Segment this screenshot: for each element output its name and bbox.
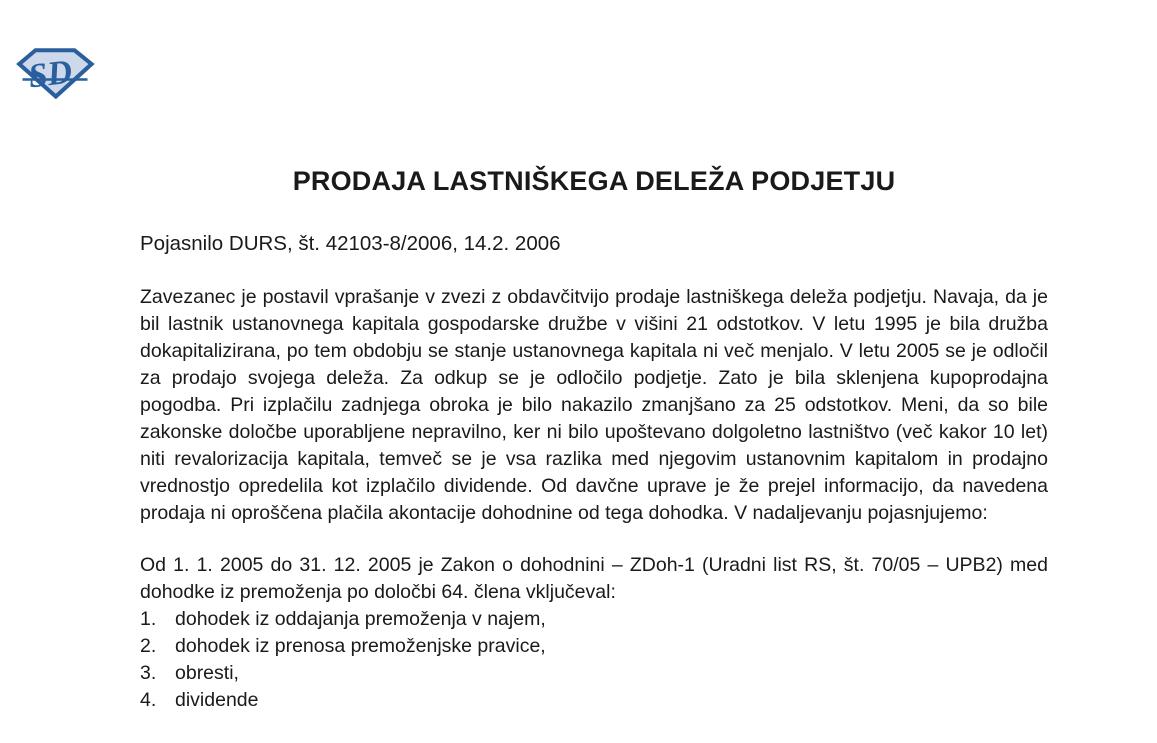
document-title: PRODAJA LASTNIŠKEGA DELEŽA PODJETJU <box>292 166 896 196</box>
list-item <box>140 687 1048 714</box>
sd-diamond-logo-icon <box>14 47 96 99</box>
reference-line: Pojasnilo DURS, št. 42103-8/2006, 14.2. 2006 <box>140 232 561 255</box>
list-item-number: 4. <box>140 689 157 711</box>
list-item <box>140 660 1048 687</box>
body-paragraph-1: Zavezanec je postavil vprašanje v zvezi z obdavčitvijo prodaje lastniškega deleža podjetju. Navaja, da je bil lastnik ustanovnega kapitala gospodarske družbe v višini 21 odstotkov. V letu 1995 je bila družba dokapitalizirana, po tem obdobju se stanje ustanovnega kapitala ni več menjalo. V letu 2005 se je odločil za prodajo svojega deleža. Za odkup se je odločilo podjetje. Zato je bila sklenjena kupoprodajna pogodba. Pri izplačilu zadnjega obroka je bilo nakazilo zmanjšano za 25 odstotkov. Meni, da so bile zakonske določbe uporabljene nepravilno, ker ni bilo upoštevano dolgoletno lastništvo (več kakor 10 let) niti revalorizacija kapitala, temveč se je vsa razlika med njegovim ustanovnim kapitalom in prodajno vrednostjo opredelila kot izplačilo dividende. Od davčne uprave je že prejel informacijo, da navedena prodaja ni oproščena plačila akontacije dohodnine od tega dohodka. V nadaljevanju pojasnjujemo: <box>140 286 1048 524</box>
logo-letters: SD <box>26 53 75 96</box>
list-item-number: 3. <box>140 662 157 684</box>
body-paragraph-2: Od 1. 1. 2005 do 31. 12. 2005 je Zakon o dohodnini – ZDoh-1 (Uradni list RS, št. 70/05 – UPB2) med dohodke iz premoženja po določbi 64. člena vključeval: <box>140 554 1048 603</box>
numbered-list <box>140 606 1048 714</box>
list-item-text: dohodek iz prenosa premoženjske pravice, <box>175 635 546 657</box>
list-item-text: dohodek iz oddajanja premoženja v najem, <box>175 608 546 630</box>
list-item <box>140 606 1048 633</box>
list-item-number: 2. <box>140 635 157 657</box>
document-content <box>140 0 1048 714</box>
list-item-text: dividende <box>175 689 259 711</box>
sd-diamond-logo <box>14 47 96 99</box>
list-item-number: 1. <box>140 608 157 630</box>
list-item <box>140 633 1048 660</box>
list-item-text: obresti, <box>175 662 239 684</box>
